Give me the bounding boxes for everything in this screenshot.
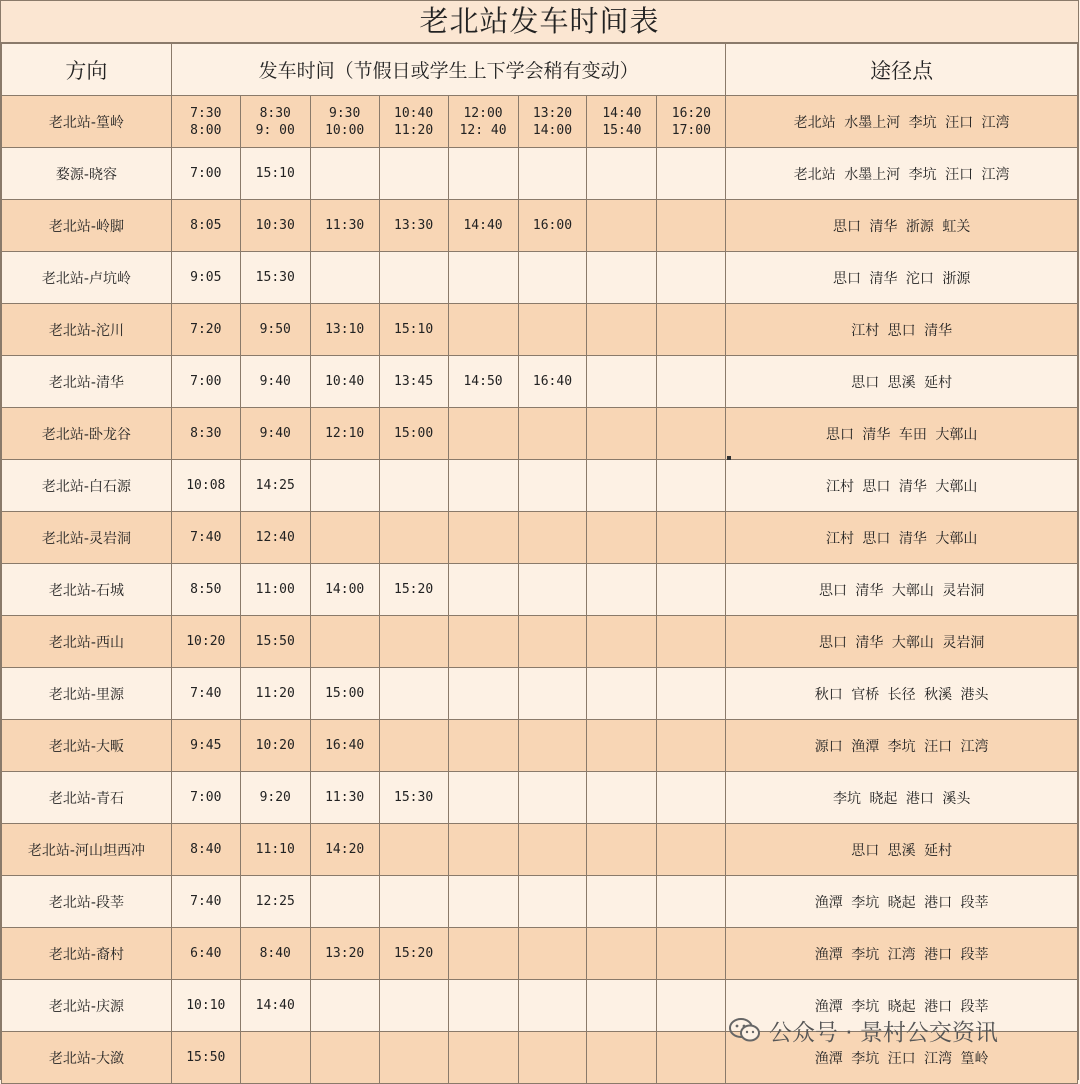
departure-time-cell: 15:00: [379, 408, 448, 460]
departure-time-cell: [448, 512, 518, 564]
departure-time-cell: [379, 1032, 448, 1084]
departure-time-cell: 9:20: [240, 772, 310, 824]
departure-time-cell: [448, 616, 518, 668]
departure-time-cell: 7:00: [171, 356, 240, 408]
departure-time-cell: [518, 1032, 587, 1084]
stops-cell: 渔潭 李坑 江湾 港口 段莘: [726, 928, 1078, 980]
departure-time-cell: [657, 928, 726, 980]
departure-time-cell: 16:40: [518, 356, 587, 408]
departure-time-cell: [657, 356, 726, 408]
departure-time-cell: 14:20: [310, 824, 379, 876]
departure-time-cell: 15:10: [240, 148, 310, 200]
departure-time-cell: [587, 1032, 657, 1084]
departure-time-cell: [518, 408, 587, 460]
departure-time-cell: 8:40: [171, 824, 240, 876]
departure-time-cell: 14:00: [310, 564, 379, 616]
departure-time-cell: 6:40: [171, 928, 240, 980]
departure-time-cell: 12:10: [310, 408, 379, 460]
departure-time-cell: 12:40: [240, 512, 310, 564]
departure-time-cell: [379, 824, 448, 876]
stops-cell: 渔潭 李坑 晓起 港口 段莘: [726, 876, 1078, 928]
departure-time-cell: 15:10: [379, 304, 448, 356]
departure-time-cell: 10:30: [240, 200, 310, 252]
stops-cell: 李坑 晓起 港口 溪头: [726, 772, 1078, 824]
departure-time-cell: 9:40: [240, 356, 310, 408]
departure-time-cell: [587, 564, 657, 616]
departure-time-cell: [657, 512, 726, 564]
departure-time-cell: [587, 460, 657, 512]
departure-time-cell: [448, 460, 518, 512]
departure-time-cell: [310, 148, 379, 200]
departure-time-cell: 8:30: [171, 408, 240, 460]
stops-cell: 源口 渔潭 李坑 汪口 江湾: [726, 720, 1078, 772]
departure-time-cell: [587, 200, 657, 252]
departure-time-cell: 13:10: [310, 304, 379, 356]
departure-time-cell: [587, 252, 657, 304]
departure-time-cell: [657, 616, 726, 668]
route-cell: 老北站-西山: [2, 616, 172, 668]
departure-time-cell: 7:00: [171, 772, 240, 824]
stops-cell: 思口 清华 大鄣山 灵岩洞: [726, 564, 1078, 616]
departure-time-cell: 15:50: [240, 616, 310, 668]
table-row: [2, 772, 1078, 824]
departure-time-cell: [310, 876, 379, 928]
departure-time-cell: [448, 408, 518, 460]
departure-time-cell: 11:00: [240, 564, 310, 616]
departure-time-cell: 13:45: [379, 356, 448, 408]
route-cell: 老北站-青石: [2, 772, 172, 824]
departure-time-cell: [518, 720, 587, 772]
departure-time-cell: [587, 668, 657, 720]
stops-cell: 渔潭 李坑 晓起 港口 段莘: [726, 980, 1078, 1032]
stops-cell: 思口 清华 大鄣山 灵岩洞: [726, 616, 1078, 668]
departure-time-cell: 16:00: [518, 200, 587, 252]
route-cell: 老北站-裔村: [2, 928, 172, 980]
stops-cell: 思口 清华 沱口 浙源: [726, 252, 1078, 304]
table-row: [2, 96, 1078, 148]
route-cell: 老北站-里源: [2, 668, 172, 720]
table-row: [2, 668, 1078, 720]
departure-time-cell: 9:05: [171, 252, 240, 304]
departure-time-cell: 15:30: [379, 772, 448, 824]
route-cell: 老北站-白石源: [2, 460, 172, 512]
watermark: [729, 1013, 1069, 1047]
departure-time-cell: 7:30 8:00: [171, 96, 240, 148]
table-row: [2, 616, 1078, 668]
departure-time-cell: 10:20: [171, 616, 240, 668]
route-cell: 老北站-庆源: [2, 980, 172, 1032]
route-cell: 老北站-卧龙谷: [2, 408, 172, 460]
departure-time-cell: [657, 564, 726, 616]
stops-cell: 老北站 水墨上河 李坑 汪口 江湾: [726, 96, 1078, 148]
departure-time-cell: [657, 460, 726, 512]
departure-time-cell: [657, 148, 726, 200]
departure-time-cell: [448, 1032, 518, 1084]
departure-time-cell: 9:40: [240, 408, 310, 460]
departure-time-cell: [657, 980, 726, 1032]
departure-header: 发车时间（节假日或学生上下学会稍有变动）: [171, 44, 725, 96]
departure-time-cell: [379, 148, 448, 200]
departure-time-cell: [310, 460, 379, 512]
departure-time-cell: [448, 928, 518, 980]
departure-time-cell: 8:30 9: 00: [240, 96, 310, 148]
departure-time-cell: 8:50: [171, 564, 240, 616]
departure-time-cell: [518, 304, 587, 356]
departure-time-cell: [518, 928, 587, 980]
table-row: [2, 200, 1078, 252]
departure-time-cell: [657, 668, 726, 720]
route-cell: 老北站-篁岭: [2, 96, 172, 148]
departure-time-cell: [518, 668, 587, 720]
departure-time-cell: 11:10: [240, 824, 310, 876]
departure-time-cell: 10:40 11:20: [379, 96, 448, 148]
route-cell: 老北站-河山坦西冲: [2, 824, 172, 876]
table-row: [2, 460, 1078, 512]
departure-time-cell: 7:20: [171, 304, 240, 356]
route-cell: 婺源-晓容: [2, 148, 172, 200]
departure-time-cell: 8:05: [171, 200, 240, 252]
departure-time-cell: 10:20: [240, 720, 310, 772]
route-cell: 老北站-岭脚: [2, 200, 172, 252]
departure-time-cell: [448, 668, 518, 720]
departure-time-cell: 14:50: [448, 356, 518, 408]
table-row: [2, 148, 1078, 200]
departure-time-cell: [657, 876, 726, 928]
route-cell: 老北站-石城: [2, 564, 172, 616]
stops-cell: 渔潭 李坑 汪口 江湾 篁岭: [726, 1032, 1078, 1084]
departure-time-cell: [448, 564, 518, 616]
departure-time-cell: [379, 720, 448, 772]
departure-time-cell: [518, 824, 587, 876]
departure-time-cell: 16:40: [310, 720, 379, 772]
departure-time-cell: 12:25: [240, 876, 310, 928]
departure-time-cell: [379, 668, 448, 720]
stops-cell: 江村 思口 清华 大鄣山: [726, 460, 1078, 512]
stops-cell: 思口 思溪 延村: [726, 824, 1078, 876]
stray-mark: [727, 456, 731, 460]
departure-time-cell: 7:40: [171, 668, 240, 720]
stops-cell: 思口 清华 浙源 虹关: [726, 200, 1078, 252]
departure-time-cell: [310, 980, 379, 1032]
departure-time-cell: [587, 148, 657, 200]
departure-time-cell: 14:25: [240, 460, 310, 512]
departure-time-cell: [518, 980, 587, 1032]
departure-time-cell: [657, 1032, 726, 1084]
departure-time-cell: 12:00 12: 40: [448, 96, 518, 148]
route-cell: 老北站-清华: [2, 356, 172, 408]
stops-cell: 江村 思口 清华 大鄣山: [726, 512, 1078, 564]
departure-time-cell: 10:08: [171, 460, 240, 512]
stops-cell: 江村 思口 清华: [726, 304, 1078, 356]
departure-time-cell: [448, 304, 518, 356]
table-row: [2, 252, 1078, 304]
departure-time-cell: [448, 720, 518, 772]
stops-cell: 思口 清华 车田 大鄣山: [726, 408, 1078, 460]
route-cell: 老北站-灵岩洞: [2, 512, 172, 564]
table-row: [2, 928, 1078, 980]
departure-time-cell: [518, 252, 587, 304]
departure-time-cell: 11:30: [310, 200, 379, 252]
departure-time-cell: 11:30: [310, 772, 379, 824]
departure-time-cell: [587, 408, 657, 460]
watermark-text: 公众号 · 景村公交资讯: [769, 1019, 998, 1046]
stops-cell: 秋口 官桥 长径 秋溪 港头: [726, 668, 1078, 720]
departure-time-cell: [587, 720, 657, 772]
departure-time-cell: [587, 980, 657, 1032]
route-cell: 老北站-沱川: [2, 304, 172, 356]
departure-time-cell: 15:50: [171, 1032, 240, 1084]
route-cell: 老北站-卢坑岭: [2, 252, 172, 304]
table-row: [2, 356, 1078, 408]
table-row: [2, 512, 1078, 564]
departure-time-cell: 8:40: [240, 928, 310, 980]
table-row: [2, 876, 1078, 928]
stops-cell: 思口 思溪 延村: [726, 356, 1078, 408]
departure-time-cell: [587, 772, 657, 824]
departure-time-cell: 9:30 10:00: [310, 96, 379, 148]
departure-time-cell: 15:20: [379, 564, 448, 616]
departure-time-cell: 10:10: [171, 980, 240, 1032]
departure-time-cell: 7:40: [171, 512, 240, 564]
table-row: [2, 564, 1078, 616]
departure-time-cell: [518, 564, 587, 616]
departure-time-cell: [587, 616, 657, 668]
stops-header: 途径点: [726, 44, 1078, 96]
departure-time-cell: 14:40 15:40: [587, 96, 657, 148]
departure-time-cell: [657, 304, 726, 356]
departure-time-cell: [518, 148, 587, 200]
direction-header: 方向: [2, 44, 172, 96]
departure-time-cell: [657, 252, 726, 304]
departure-time-cell: [379, 616, 448, 668]
table-row: [2, 408, 1078, 460]
departure-time-cell: [240, 1032, 310, 1084]
departure-time-cell: [379, 252, 448, 304]
table-row: [2, 304, 1078, 356]
page-title: 老北站发车时间表: [1, 1, 1078, 43]
departure-time-cell: 13:20 14:00: [518, 96, 587, 148]
stops-cell: 老北站 水墨上河 李坑 汪口 江湾: [726, 148, 1078, 200]
departure-time-cell: [518, 512, 587, 564]
departure-time-cell: [448, 772, 518, 824]
route-cell: 老北站-段莘: [2, 876, 172, 928]
departure-time-cell: [379, 980, 448, 1032]
departure-time-cell: [518, 772, 587, 824]
departure-time-cell: [587, 356, 657, 408]
departure-time-cell: [657, 720, 726, 772]
departure-time-cell: [310, 1032, 379, 1084]
departure-time-cell: 15:20: [379, 928, 448, 980]
departure-time-cell: [657, 772, 726, 824]
departure-time-cell: [518, 460, 587, 512]
departure-time-cell: [587, 824, 657, 876]
departure-time-cell: [657, 824, 726, 876]
departure-time-cell: [379, 512, 448, 564]
route-cell: 老北站-大潋: [2, 1032, 172, 1084]
departure-time-cell: [657, 408, 726, 460]
departure-time-cell: 7:40: [171, 876, 240, 928]
departure-time-cell: 13:20: [310, 928, 379, 980]
departure-time-cell: [310, 512, 379, 564]
departure-time-cell: [448, 980, 518, 1032]
departure-time-cell: 10:40: [310, 356, 379, 408]
departure-time-cell: [587, 876, 657, 928]
departure-time-cell: [310, 252, 379, 304]
departure-time-cell: 15:00: [310, 668, 379, 720]
timetable-body: [2, 96, 1078, 1084]
departure-time-cell: [448, 252, 518, 304]
departure-time-cell: [448, 876, 518, 928]
departure-time-cell: 14:40: [448, 200, 518, 252]
departure-time-cell: [587, 928, 657, 980]
departure-time-cell: 7:00: [171, 148, 240, 200]
departure-time-cell: [518, 616, 587, 668]
table-row: [2, 720, 1078, 772]
departure-time-cell: 13:30: [379, 200, 448, 252]
departure-time-cell: [587, 304, 657, 356]
departure-time-cell: 15:30: [240, 252, 310, 304]
departure-time-cell: [310, 616, 379, 668]
departure-time-cell: 11:20: [240, 668, 310, 720]
header-row: [2, 44, 1078, 96]
departure-time-cell: 14:40: [240, 980, 310, 1032]
route-cell: 老北站-大畈: [2, 720, 172, 772]
wechat-icon: [729, 1017, 761, 1043]
timetable: [1, 43, 1078, 1084]
departure-time-cell: [379, 876, 448, 928]
departure-time-cell: 9:45: [171, 720, 240, 772]
departure-time-cell: [448, 824, 518, 876]
departure-time-cell: [448, 148, 518, 200]
departure-time-cell: [657, 200, 726, 252]
departure-time-cell: [587, 512, 657, 564]
departure-time-cell: 16:20 17:00: [657, 96, 726, 148]
departure-time-cell: [379, 460, 448, 512]
table-row: [2, 824, 1078, 876]
departure-time-cell: [518, 876, 587, 928]
departure-time-cell: 9:50: [240, 304, 310, 356]
